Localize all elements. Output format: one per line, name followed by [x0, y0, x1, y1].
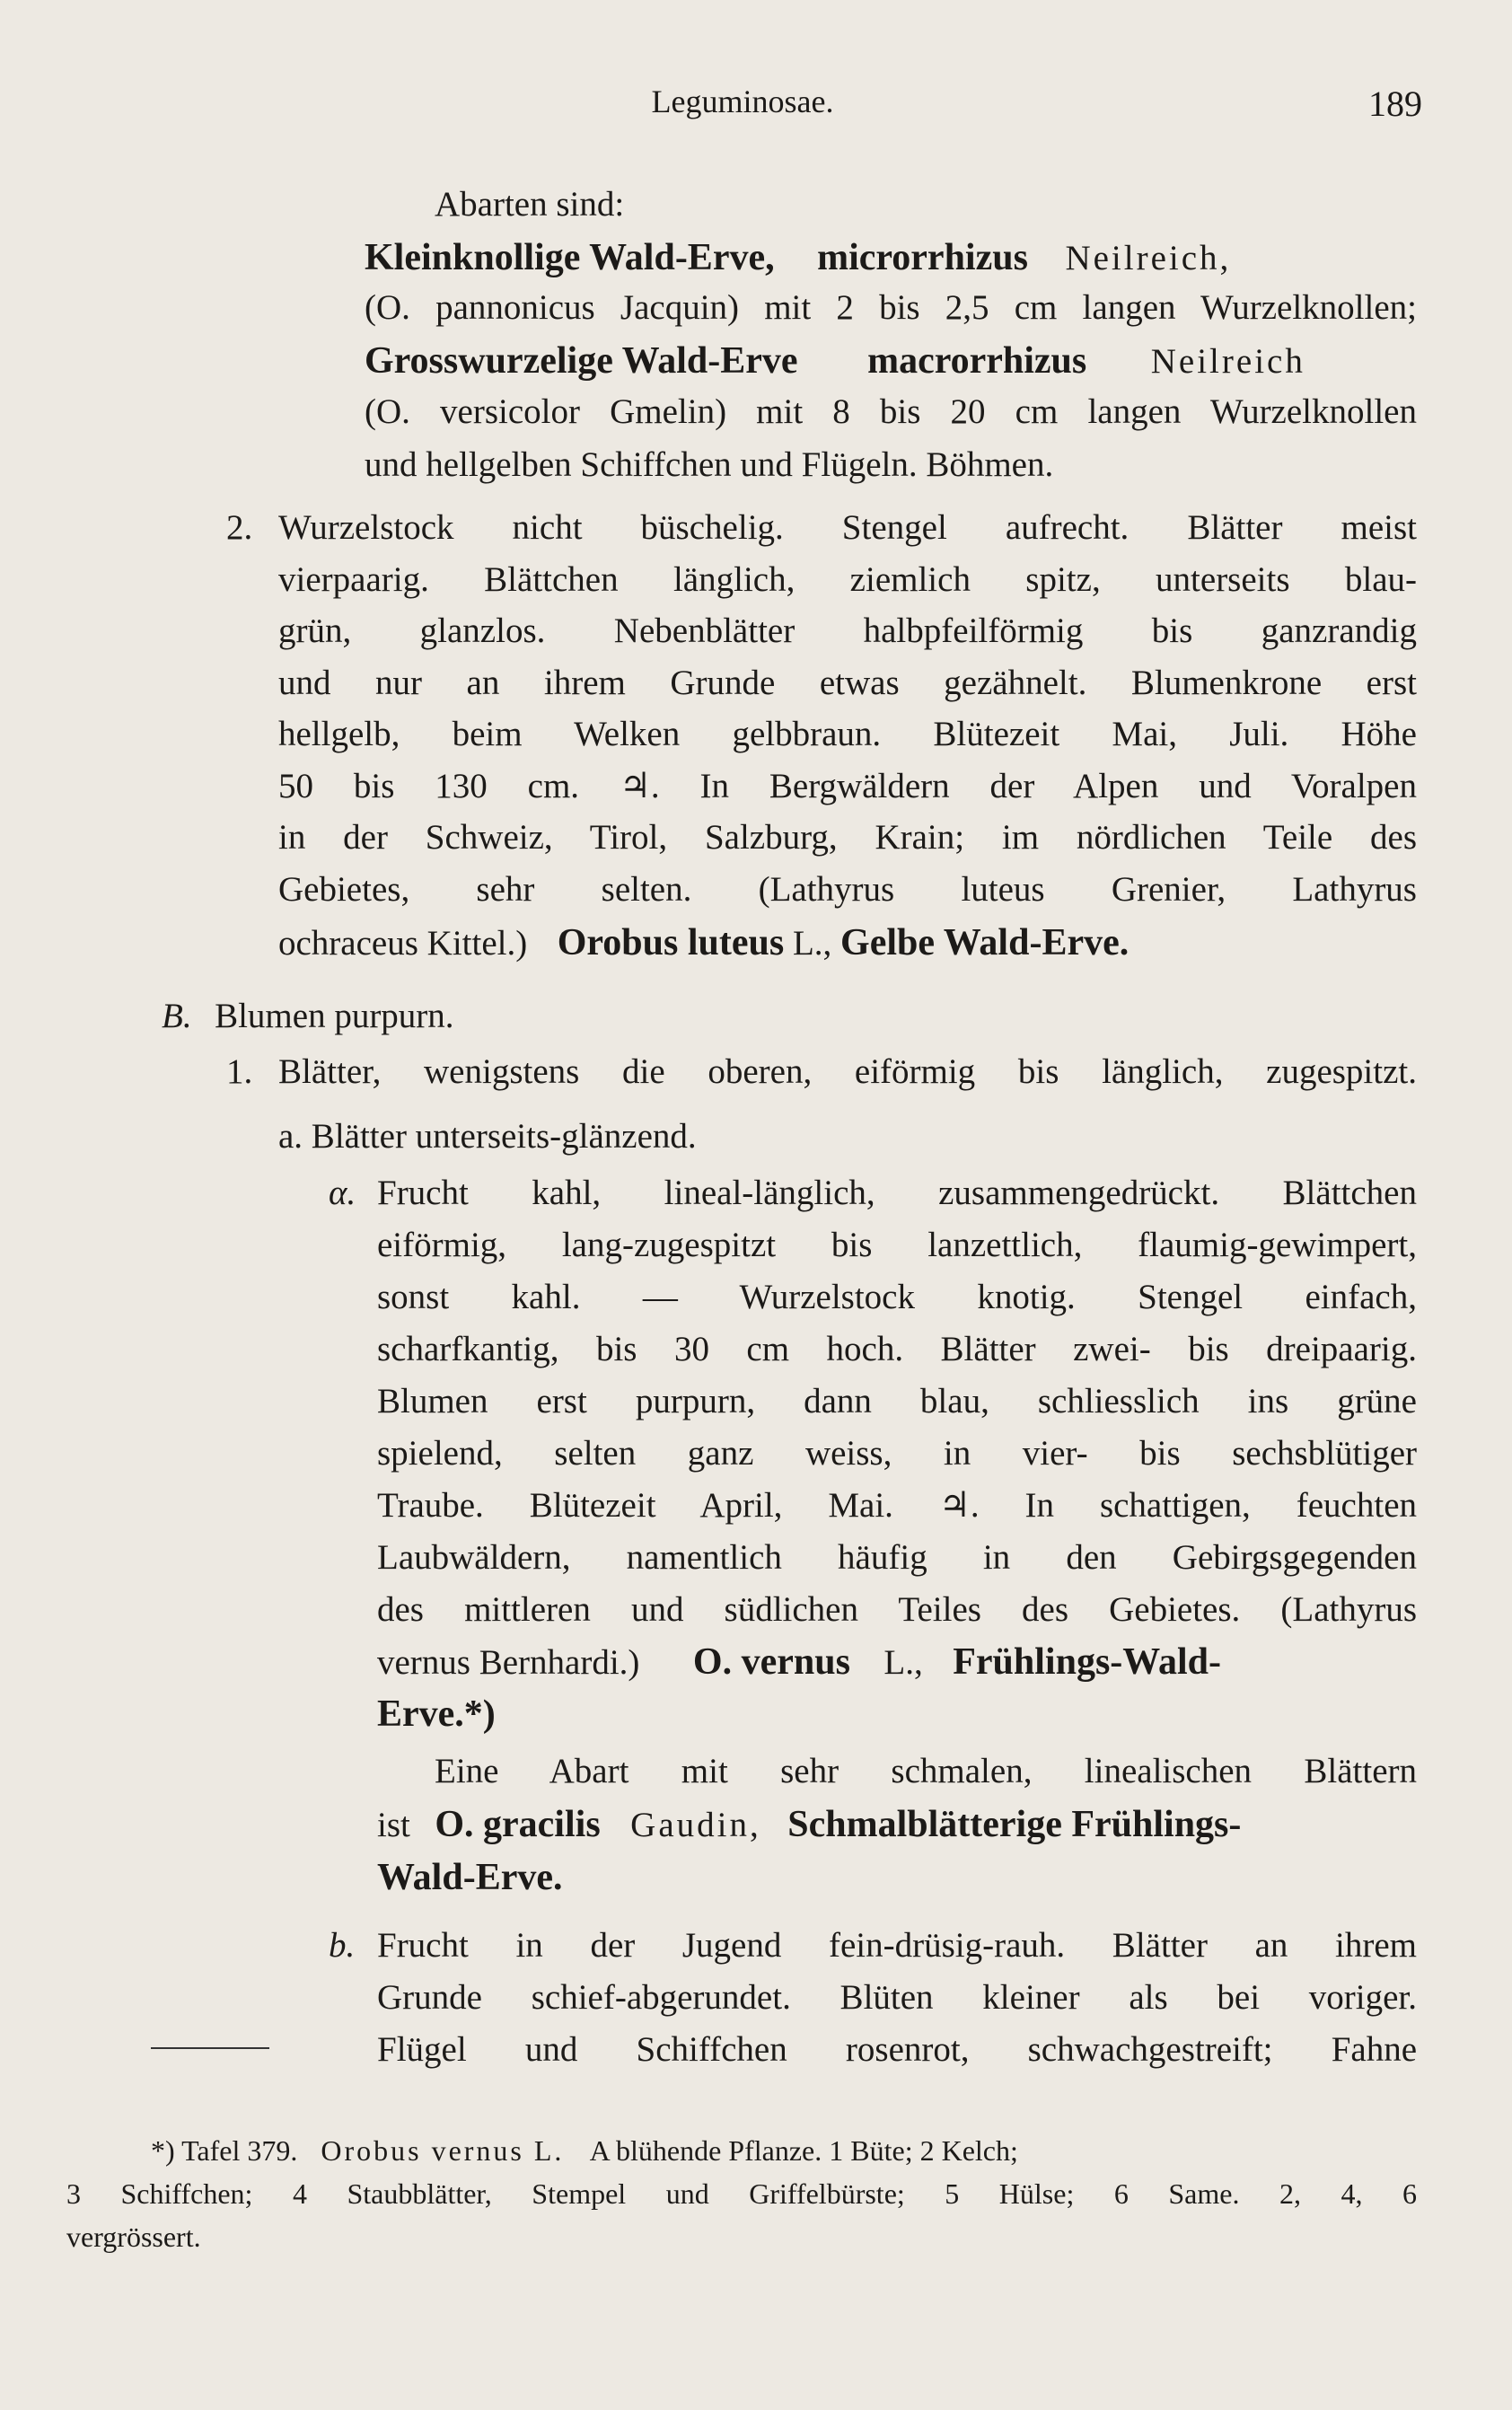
text-line — [365, 339, 1417, 384]
page-number: 189 — [1368, 84, 1422, 124]
common-name: Grosswurzelige Wald-Erve — [365, 340, 798, 382]
common-name: Schmalblätterige Frühlings- — [787, 1804, 1242, 1845]
common-name: Gelbe Wald-Erve. — [840, 922, 1130, 963]
common-name: Wald-Erve. — [377, 1857, 563, 1898]
text-line: spielend, selten ganz weiss, in vier- bis sechsblütiger — [377, 1434, 1417, 1473]
author-name: Neilreich — [1150, 342, 1305, 381]
synonym-text: vernus Bernhardi.) — [377, 1643, 640, 1682]
variety-name: microrrhizus — [817, 237, 1028, 278]
text-line: Frucht kahl, lineal-länglich, zusammengedrückt. Blättchen — [377, 1174, 1417, 1212]
variety-name: macrorrhizus — [867, 340, 1087, 382]
text-line: 50 bis 130 cm. ♃. In Bergwäldern der Alpen und Voralpen — [278, 767, 1417, 805]
text-line: Traube. Blütezeit April, Mai. ♃. In schattigen, feuchten — [377, 1486, 1417, 1525]
common-name: Kleinknollige Wald-Erve, — [365, 237, 775, 278]
header-title: Leguminosae. — [651, 84, 834, 119]
text-line: (O. versicolor Gmelin) mit 8 bis 20 cm langen Wurzelknollen — [365, 392, 1417, 431]
synonym-text: ochraceus Kittel.) — [278, 924, 528, 963]
text-line: Frucht in der Jugend fein-drüsig-rauh. Blätter an ihrem — [377, 1926, 1417, 1965]
section-letter: B. — [162, 997, 192, 1035]
text-line: Blätter, wenigstens die oberen, eiförmig bis länglich, zugespitzt. — [278, 1052, 1417, 1091]
footnote-line: vergrössert. — [66, 2221, 201, 2253]
text-span: ist — [377, 1806, 410, 1844]
common-name: Frühlings-Wald- — [953, 1641, 1221, 1683]
footnote-line — [151, 2130, 1018, 2171]
text-line: und nur an ihrem Grunde etwas gezähnelt. Blumenkrone erst — [278, 664, 1417, 702]
author-abbrev: L., — [883, 1643, 923, 1682]
footnote-line: 3 Schiffchen; 4 Staubblätter, Stempel und Griffelbürste; 5 Hülse; 6 Same. 2, 4, 6 — [66, 2177, 1417, 2210]
footnote-text: A blühende Pflanze. 1 Büte; 2 Kelch; — [589, 2134, 1018, 2167]
text-line: eiförmig, lang-zugespitzt bis lanzettlich, flaumig-gewimpert, — [377, 1226, 1417, 1264]
common-name: Erve.*) — [377, 1693, 496, 1735]
text-line: des mittleren und südlichen Teiles des Gebietes. (Lathyrus — [377, 1590, 1417, 1629]
text-line — [162, 994, 454, 1039]
author-name: Neilreich, — [1065, 239, 1232, 277]
list-number: 2. — [226, 508, 253, 547]
text-line — [377, 1640, 1221, 1685]
author-name: Gaudin, — [630, 1806, 761, 1844]
section-heading: Blumen purpurn. — [215, 997, 454, 1035]
list-marker: α. — [329, 1174, 356, 1212]
variety-name: O. gracilis — [435, 1804, 601, 1845]
footnote-marker: *) Tafel 379. — [151, 2134, 298, 2167]
footnote-rule — [151, 2047, 269, 2049]
footnote-species: Orobus vernus L. — [321, 2134, 565, 2167]
text-line: Eine Abart mit sehr schmalen, linealischen Blättern — [435, 1752, 1417, 1790]
author-abbrev: L., — [792, 924, 832, 963]
text-line: Gebietes, sehr selten. (Lathyrus luteus Grenier, Lathyrus — [278, 870, 1417, 909]
text-line: (O. pannonicus Jacquin) mit 2 bis 2,5 cm langen Wurzelknollen; — [365, 288, 1417, 327]
text-line: a. Blätter unterseits-glänzend. — [278, 1117, 697, 1156]
text-line: sonst kahl. — Wurzelstock knotig. Stengel einfach, — [377, 1278, 1417, 1316]
text-line: Grunde schief-abgerundet. Blüten kleiner als bei voriger. — [377, 1978, 1417, 2017]
text-line: Flügel und Schiffchen rosenrot, schwachgestreift; Fahne — [377, 2030, 1417, 2069]
species-name: O. vernus — [692, 1641, 850, 1683]
text-line — [377, 1802, 1241, 1848]
text-line: Abarten sind: — [435, 185, 625, 224]
text-line: hellgelb, beim Welken gelbbraun. Blütezeit Mai, Juli. Höhe — [278, 715, 1417, 753]
species-name: Orobus luteus — [557, 922, 785, 963]
text-line: Blumen erst purpurn, dann blau, schliesslich ins grüne — [377, 1382, 1417, 1420]
text-line — [365, 235, 1417, 281]
text-line: grün, glanzlos. Nebenblätter halbpfeilförmig bis ganzrandig — [278, 611, 1417, 650]
text-line: und hellgelben Schiffchen und Flügeln. Böhmen. — [365, 445, 1054, 484]
text-line — [278, 920, 1129, 966]
list-marker: b. — [329, 1926, 356, 1965]
text-line: in der Schweiz, Tirol, Salzburg, Krain; im nördlichen Teile des — [278, 818, 1417, 857]
text-line: Wurzelstock nicht büschelig. Stengel aufrecht. Blätter meist — [278, 508, 1417, 547]
list-number: 1. — [226, 1052, 253, 1091]
text-line: vierpaarig. Blättchen länglich, ziemlich spitz, unterseits blau- — [278, 560, 1417, 599]
text-line: scharfkantig, bis 30 cm hoch. Blätter zwei- bis dreipaarig. — [377, 1330, 1417, 1368]
running-header — [63, 83, 1422, 128]
text-line: Laubwäldern, namentlich häufig in den Gebirgsgegenden — [377, 1538, 1417, 1577]
